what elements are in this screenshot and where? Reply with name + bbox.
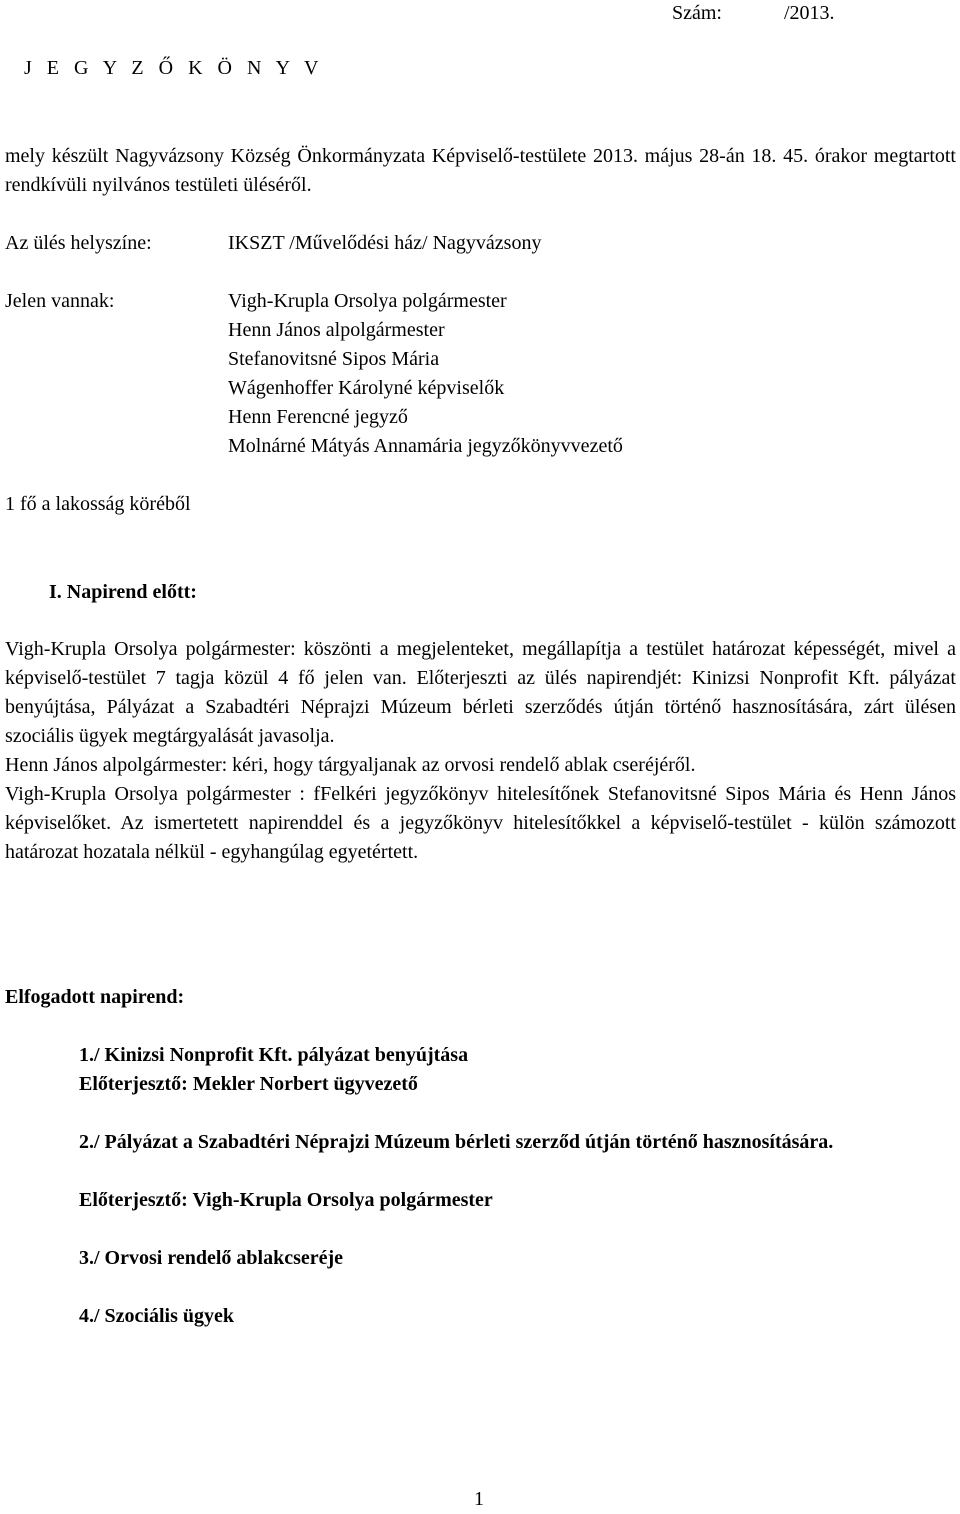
agenda-item-title: 4./ Szociális ügyek <box>79 1305 235 1327</box>
page-number: 1 <box>474 1488 484 1510</box>
agenda-item-presenter: Előterjesztő: Mekler Norbert ügyvezető <box>79 1073 418 1095</box>
section-paragraph: Vigh-Krupla Orsolya polgármester : fFelkéri jegyzőkönyv hitelesítőnek Stefanovitsné Sipos Mária és Henn János képviselőket. Az ismertetett napirenddel és a jegyzőkönyv hitelesítőkkel a képviselő-testület - külön számozott határozat hozatala nélkül - egyhangúlag egyetértett. <box>5 783 956 863</box>
document-number <box>672 0 835 28</box>
agenda-heading: Elfogadott napirend: <box>5 986 185 1008</box>
section-paragraph: Vigh-Krupla Orsolya polgármester: köszönti a megjelenteket, megállapítja a testület határozat képességét, mivel a képviselő-testület 7 tagja közül 4 fő jelen van. Előterjeszti az ülés napirendjét: Kinizsi Nonprofit Kft. pályázat benyújtása, Pályázat a Szabadtéri Néprajzi Múzeum bérleti szerződés útján történő hasznosítására, zárt ülésen szociális ügyek megtárgyalását javasolja. <box>5 638 956 747</box>
attendee-item: Wágenhoffer Károlyné képviselők <box>228 377 505 399</box>
intro-text: mely készült Nagyvázsony Község Önkormányzata Képviselő-testülete 2013. május 28-án 18. 45. órakor megtartott rendkívüli nyilvános testületi üléséről. <box>5 145 956 196</box>
attendees-list <box>228 287 623 461</box>
attendee-item: Molnárné Mátyás Annamária jegyzőkönyvvezető <box>228 435 623 457</box>
section-paragraph: Henn János alpolgármester: kéri, hogy tárgyaljanak az orvosi rendelő ablak cseréjéről. <box>5 754 696 776</box>
agenda-item-title: 2./ Pályázat a Szabadtéri Néprajzi Múzeum bérleti szerződ útján történő hasznosítására. <box>79 1131 834 1153</box>
document-title: J E G Y Z Ő K Ö N Y V <box>24 57 324 79</box>
attendees-label: Jelen vannak: <box>5 290 115 312</box>
venue-value: IKSZT /Művelődési ház/ Nagyvázsony <box>228 232 542 254</box>
public-attendance: 1 fő a lakosság köréből <box>5 493 191 515</box>
attendee-item: Henn János alpolgármester <box>228 319 445 341</box>
section-body <box>5 635 956 867</box>
section-heading: I. Napirend előtt: <box>49 581 197 603</box>
attendee-item: Stefanovitsné Sipos Mária <box>228 348 440 370</box>
agenda-item-presenter: Előterjesztő: Vigh-Krupla Orsolya polgármester <box>79 1189 493 1211</box>
agenda-item-title: 3./ Orvosi rendelő ablakcseréje <box>79 1247 344 1269</box>
venue-label: Az ülés helyszíne: <box>5 232 152 254</box>
intro-paragraph <box>5 142 956 200</box>
document-number-value: /2013. <box>784 2 835 24</box>
attendee-item: Vigh-Krupla Orsolya polgármester <box>228 290 507 312</box>
document-number-label: Szám: <box>672 2 722 24</box>
agenda-item-title: 1./ Kinizsi Nonprofit Kft. pályázat benyújtása <box>79 1044 469 1066</box>
attendee-item: Henn Ferencné jegyző <box>228 406 408 428</box>
